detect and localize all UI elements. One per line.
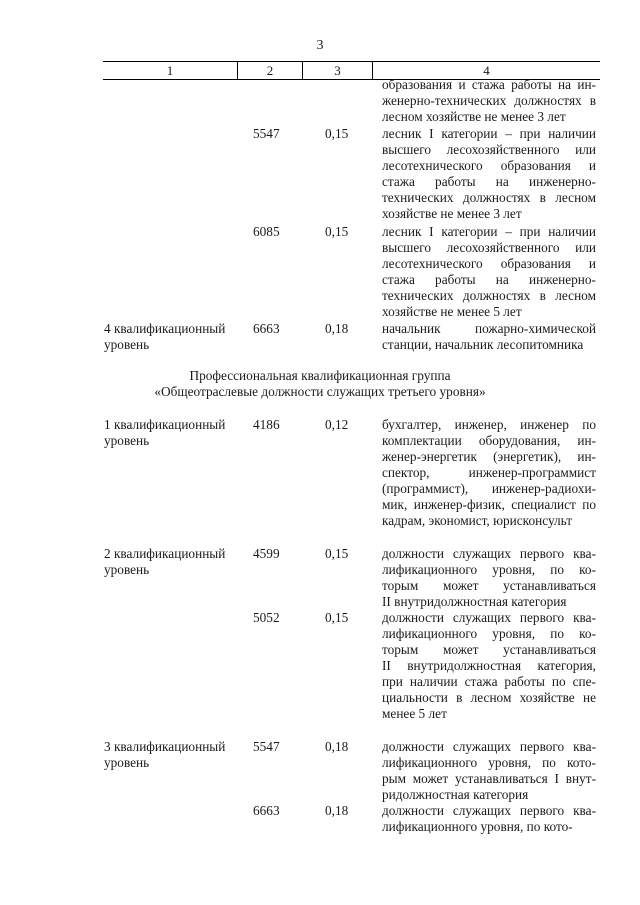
group-title-line: «Общеотраслевые должности служащих третьего уровня» bbox=[154, 384, 486, 399]
qualification-level-cell bbox=[104, 321, 244, 353]
description-line: (программист), инженер-радиохи- bbox=[382, 481, 596, 496]
description-line: хозяйстве не менее 5 лет bbox=[382, 304, 522, 319]
salary-cell: 5547 bbox=[253, 739, 280, 754]
description-line: бухгалтер, инженер, инженер по bbox=[382, 417, 596, 432]
group-title-line: Профессиональная квалификационная группа bbox=[189, 368, 451, 383]
description-line: лификационного уровня, по ко- bbox=[382, 626, 596, 641]
description-line: станции, начальник лесопитомника bbox=[382, 337, 584, 352]
position-description-cell bbox=[382, 739, 596, 803]
page-number: 3 bbox=[316, 38, 324, 53]
description-line: лесном хозяйстве не менее 3 лет bbox=[382, 109, 566, 124]
description-line: должности служащих первого ква- bbox=[382, 803, 596, 818]
description-line: женерно-технических должностях в bbox=[382, 93, 596, 108]
position-description-cell bbox=[382, 417, 596, 529]
description-line: торым может устанавливаться bbox=[382, 642, 596, 657]
position-description-cell bbox=[382, 546, 596, 610]
salary-cell: 4186 bbox=[253, 417, 280, 432]
qualification-level-line: 2 квалификационный bbox=[104, 546, 226, 561]
description-line: лификационного уровня, по кото- bbox=[382, 819, 573, 834]
coefficient-cell: 0,15 bbox=[325, 610, 349, 625]
salary-cell: 6663 bbox=[253, 803, 280, 818]
description-line: должности служащих первого ква- bbox=[382, 546, 596, 561]
description-line: лесотехнического образования и bbox=[382, 158, 596, 173]
description-line: образования и стажа работы на ин- bbox=[382, 77, 596, 92]
description-line: при наличии стажа работы по спе- bbox=[382, 674, 596, 689]
coefficient-cell: 0,15 bbox=[325, 126, 349, 141]
description-line: лификационного уровня, по ко- bbox=[382, 562, 596, 577]
description-line: должности служащих первого ква- bbox=[382, 610, 596, 625]
description-line: спектор, инженер-программист bbox=[382, 465, 596, 480]
position-description-cell bbox=[382, 126, 596, 222]
description-line: технических должностях в лесном bbox=[382, 190, 596, 205]
table-header-col-1: 1 bbox=[166, 63, 174, 78]
description-line: должности служащих первого ква- bbox=[382, 739, 596, 754]
table-header-col-2: 2 bbox=[266, 63, 274, 78]
salary-cell: 5547 bbox=[253, 126, 280, 141]
description-line: начальник пожарно-химической bbox=[382, 321, 596, 336]
description-line: II внутридолжностная категория, bbox=[382, 658, 596, 673]
position-description-cell bbox=[382, 224, 596, 320]
coefficient-cell: 0,15 bbox=[325, 546, 349, 561]
description-line: менее 5 лет bbox=[382, 706, 447, 721]
position-description-cell bbox=[382, 610, 596, 722]
qualification-level-line: уровень bbox=[104, 337, 150, 352]
salary-cell: 4599 bbox=[253, 546, 280, 561]
description-line: мик, инженер-физик, специалист по bbox=[382, 497, 596, 512]
description-line: технических должностях в лесном bbox=[382, 288, 596, 303]
salary-cell: 5052 bbox=[253, 610, 280, 625]
description-line: II внутридолжностная категория bbox=[382, 594, 567, 609]
description-line: женер-энергетик (энергетик), ин- bbox=[382, 449, 596, 464]
description-line: лесотехнического образования и bbox=[382, 256, 596, 271]
position-description-cell bbox=[382, 803, 596, 835]
description-line: кадрам, экономист, юрисконсульт bbox=[382, 513, 573, 528]
qualification-level-cell bbox=[104, 546, 244, 578]
coefficient-cell: 0,18 bbox=[325, 803, 349, 818]
description-line: ридолжностная категория bbox=[382, 787, 529, 802]
description-line: лесник I категории – при наличии bbox=[382, 224, 596, 239]
position-description-cell bbox=[382, 321, 596, 353]
group-title bbox=[0, 368, 640, 400]
qualification-level-line: уровень bbox=[104, 755, 150, 770]
description-line: высшего лесохозяйственного или bbox=[382, 240, 596, 255]
qualification-level-line: уровень bbox=[104, 562, 150, 577]
qualification-level-line: 3 квалификационный bbox=[104, 739, 226, 754]
description-line: комплектации оборудования, ин- bbox=[382, 433, 596, 448]
salary-cell: 6663 bbox=[253, 321, 280, 336]
description-line: лификационного уровня, по кото- bbox=[382, 755, 596, 770]
description-line: лесник I категории – при наличии bbox=[382, 126, 596, 141]
description-line: циальности в лесном хозяйстве не bbox=[382, 690, 596, 705]
description-line: стажа работы на инженерно- bbox=[382, 174, 596, 189]
table-header-col-3: 3 bbox=[334, 63, 341, 78]
qualification-level-line: 1 квалификационный bbox=[104, 417, 226, 432]
salary-cell: 6085 bbox=[253, 224, 280, 239]
table-header-col-4: 4 bbox=[483, 63, 490, 78]
coefficient-cell: 0,12 bbox=[325, 417, 349, 432]
description-line: рым может устанавливаться I внут- bbox=[382, 771, 596, 786]
coefficient-cell: 0,18 bbox=[325, 321, 349, 336]
coefficient-cell: 0,15 bbox=[325, 224, 349, 239]
position-description-cell bbox=[382, 77, 596, 125]
qualification-level-cell bbox=[104, 417, 244, 449]
qualification-level-line: 4 квалификационный bbox=[104, 321, 226, 336]
description-line: хозяйстве не менее 3 лет bbox=[382, 206, 522, 221]
coefficient-cell: 0,18 bbox=[325, 739, 349, 754]
description-line: торым может устанавливаться bbox=[382, 578, 596, 593]
description-line: высшего лесохозяйственного или bbox=[382, 142, 596, 157]
qualification-level-line: уровень bbox=[104, 433, 150, 448]
description-line: стажа работы на инженерно- bbox=[382, 272, 596, 287]
qualification-level-cell bbox=[104, 739, 244, 771]
